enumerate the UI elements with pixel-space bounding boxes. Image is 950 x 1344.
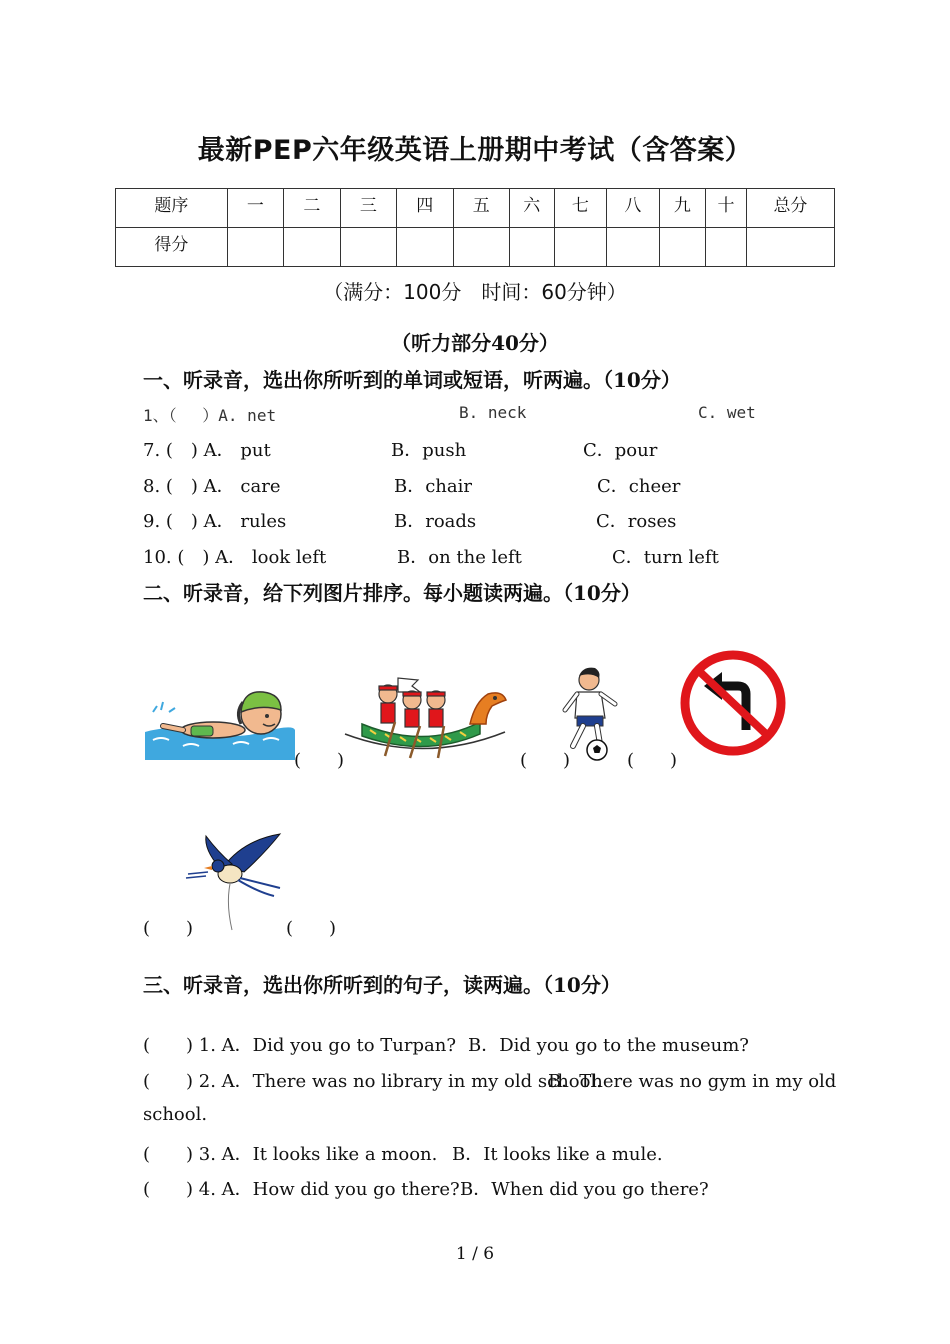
score-table-score-row — [116, 228, 835, 267]
listening-part-header: （听力部分40分） — [391, 331, 559, 355]
s3-q2-option-b: B．There was no gym in my old — [548, 1071, 837, 1092]
s3-q2-option-a: 2. A．There was no library in my old school. — [198, 1071, 602, 1092]
header-cell: 三 — [340, 189, 396, 228]
s3-q1-option-b: B．Did you go to the museum? — [468, 1035, 749, 1056]
header-cell: 总分 — [746, 189, 834, 228]
q1-option-b: B. neck — [459, 403, 527, 422]
q8-row — [143, 472, 280, 498]
q10-row — [143, 543, 326, 569]
section-1-title: 一、听录音，选出你所听到的单词或短语，听两遍。（10分） — [143, 368, 681, 392]
score-cell[interactable] — [509, 228, 554, 267]
q7-option-c: C．pour — [583, 440, 658, 461]
score-table-header-row — [116, 189, 835, 228]
score-cell[interactable] — [659, 228, 706, 267]
q7-option-a: put — [240, 440, 271, 461]
s3-q4-row — [143, 1175, 460, 1201]
s3-q4-option-b: B．When did you go there? — [460, 1179, 709, 1200]
swimming-boy-image — [143, 682, 298, 764]
score-cell[interactable] — [453, 228, 509, 267]
section-3-title: 三、听录音，选出你所听到的句子，读两遍。（10分） — [143, 973, 621, 997]
score-cell[interactable] — [340, 228, 396, 267]
q1-option-a: A. net — [218, 406, 277, 425]
q8-option-c: C．cheer — [597, 476, 681, 497]
header-cell: 四 — [397, 189, 453, 228]
answer-paren-2[interactable]: ( ) — [520, 750, 571, 771]
q7-number[interactable]: 7. ( ) A． — [143, 440, 235, 461]
score-row-label: 得分 — [116, 228, 228, 267]
s3-q3-row — [143, 1140, 437, 1166]
answer-paren[interactable]: ( ) — [143, 1071, 194, 1092]
q1-number: 1、（ ）A. net — [143, 406, 277, 425]
s3-q3-option-a: 3. A．It looks like a moon. — [198, 1144, 438, 1165]
flying-swallow-image — [184, 830, 284, 934]
header-cell: 五 — [453, 189, 509, 228]
q9-option-c: C．roses — [596, 511, 677, 532]
score-cell[interactable] — [227, 228, 283, 267]
answer-paren[interactable]: （ ） — [168, 406, 219, 425]
header-cell: 一 — [227, 189, 283, 228]
header-cell: 九 — [659, 189, 706, 228]
q8-option-a: care — [240, 476, 281, 497]
score-cell[interactable] — [746, 228, 834, 267]
q7-option-b: B．push — [391, 440, 467, 461]
section-2-title: 二、听录音，给下列图片排序。每小题读两遍。（10分） — [143, 581, 641, 605]
q9-option-b: B．roads — [394, 511, 477, 532]
q1-option-c: C. wet — [698, 403, 756, 422]
s3-q2-row — [143, 1067, 602, 1093]
s3-q1-row — [143, 1031, 456, 1057]
s3-q4-option-a: 4. A．How did you go there? — [198, 1179, 460, 1200]
s3-q1-option-a: 1. A．Did you go to Turpan? — [198, 1035, 457, 1056]
answer-paren[interactable]: ( ) — [143, 1035, 194, 1056]
q9-option-a: rules — [240, 511, 287, 532]
answer-paren[interactable]: ( ) — [143, 1179, 194, 1200]
page-title: 最新PEP六年级英语上册期中考试（含答案） — [197, 135, 753, 166]
score-time-info: （满分：100分 时间：60分钟） — [323, 280, 627, 304]
answer-paren-3[interactable]: ( ) — [627, 750, 678, 771]
s3-q3-option-b: B．It looks like a mule. — [452, 1144, 663, 1165]
score-cell[interactable] — [706, 228, 747, 267]
answer-paren[interactable]: ( ) — [143, 1144, 194, 1165]
q10-option-a: look left — [251, 547, 327, 568]
q10-option-c: C．turn left — [612, 547, 719, 568]
answer-paren-1[interactable]: ( ) — [294, 750, 345, 771]
no-left-turn-sign-image — [680, 652, 786, 754]
s3-q2-continuation: school. — [143, 1104, 208, 1125]
dragon-boat-image — [340, 672, 510, 762]
score-cell[interactable] — [397, 228, 453, 267]
answer-paren-4[interactable]: ( ) — [143, 918, 194, 939]
q10-number[interactable]: 10. ( ) A． — [143, 547, 247, 568]
answer-paren-5[interactable]: ( ) — [286, 918, 337, 939]
q10-option-b: B．on the left — [397, 547, 522, 568]
q9-number[interactable]: 9. ( ) A． — [143, 511, 235, 532]
header-cell: 六 — [509, 189, 554, 228]
q8-option-b: B．chair — [394, 476, 472, 497]
score-cell[interactable] — [284, 228, 340, 267]
q7-row — [143, 436, 271, 462]
q9-row — [143, 507, 286, 533]
header-cell: 七 — [554, 189, 607, 228]
q8-number[interactable]: 8. ( ) A． — [143, 476, 235, 497]
header-cell: 十 — [706, 189, 747, 228]
score-table — [115, 188, 835, 267]
header-cell: 八 — [607, 189, 660, 228]
header-cell: 二 — [284, 189, 340, 228]
page-number: 1 / 6 — [455, 1244, 495, 1264]
score-cell[interactable] — [607, 228, 660, 267]
score-cell[interactable] — [554, 228, 607, 267]
header-cell: 题序 — [116, 189, 228, 228]
